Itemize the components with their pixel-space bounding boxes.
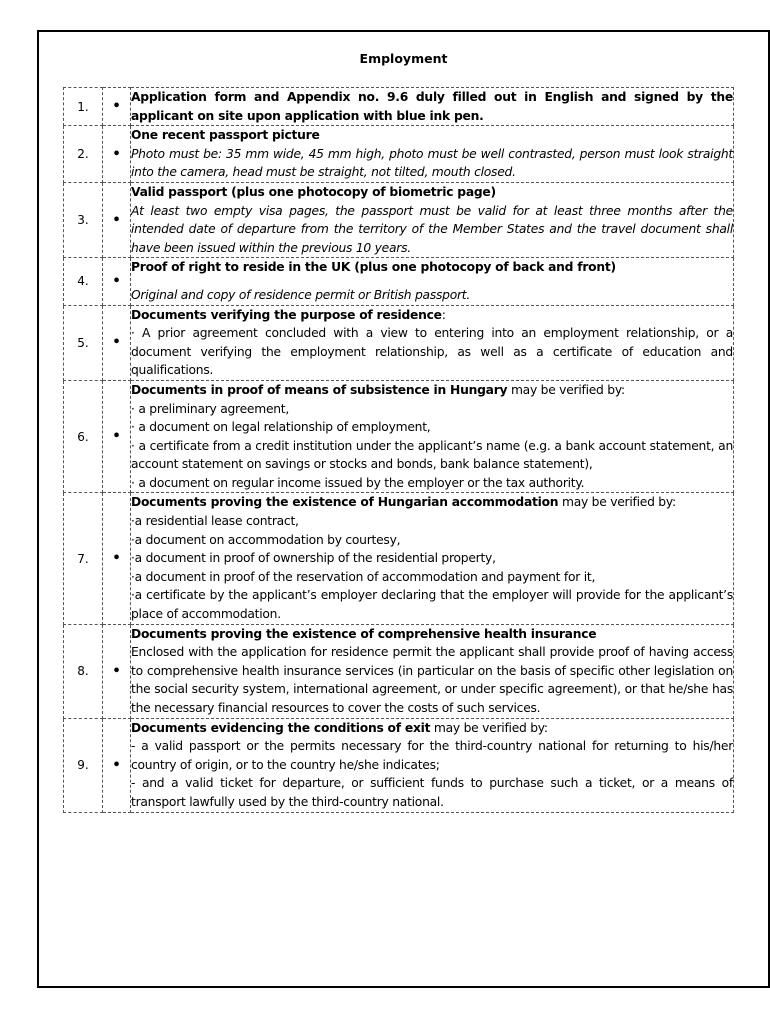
requirement-line: ·a document in proof of ownership of the residential property,: [131, 551, 496, 566]
requirements-table: [63, 87, 734, 813]
requirement-text: [131, 305, 734, 380]
requirement-text: [131, 624, 734, 718]
requirement-heading-suffix: :: [441, 307, 446, 322]
bullet-marker: •: [103, 624, 131, 718]
requirement-line: Photo must be: 35 mm wide, 45 mm high, photo must be well contrasted, person must look straight into the camera, head must be straight, not tilted, mouth closed.: [131, 146, 733, 180]
row-number: 5.: [64, 305, 103, 380]
bullet-marker: •: [103, 305, 131, 380]
row-number: 1.: [64, 88, 103, 126]
requirement-heading: Documents verifying the purpose of residence: [131, 307, 442, 322]
requirement-line: Documents proving the existence of comprehensive health insurance: [131, 626, 597, 641]
requirement-heading: Documents in proof of means of subsistence in Hungary: [131, 382, 508, 397]
requirement-line: - a valid passport or the permits necessary for the third-country national for returning to his/her country of origin, or to the country he/she indicates;: [131, 739, 733, 772]
bullet-marker: •: [103, 258, 131, 305]
requirement-row: [64, 624, 734, 718]
requirement-row: [64, 380, 734, 493]
requirement-line: [131, 719, 733, 738]
bullet-marker: •: [103, 718, 131, 812]
spacer: [131, 277, 733, 286]
requirement-text: [131, 258, 734, 305]
row-number: 3.: [64, 182, 103, 257]
bullet-marker: •: [103, 126, 131, 183]
bullet-marker: •: [103, 380, 131, 493]
row-number: 4.: [64, 258, 103, 305]
requirement-heading: Documents evidencing the conditions of exit: [131, 720, 431, 735]
requirement-line: Proof of right to reside in the UK (plus one photocopy of back and front): [131, 260, 616, 275]
row-number: 8.: [64, 624, 103, 718]
requirement-line: · a preliminary agreement,: [131, 401, 290, 416]
requirement-line: · A prior agreement concluded with a view to entering into an employment relationship, or a document verifying the employment relationship, as well as a certificate of education and qualifications.: [131, 326, 733, 378]
requirements-table-body: [64, 88, 734, 813]
requirement-row: [64, 88, 734, 126]
requirement-text: [131, 126, 734, 183]
requirement-line: · a document on legal relationship of employment,: [131, 420, 431, 435]
requirement-line: ·a document in proof of the reservation of accommodation and payment for it,: [131, 569, 596, 584]
requirement-heading-suffix: may be verified by:: [430, 720, 548, 735]
requirement-text: [131, 718, 734, 812]
requirement-row: [64, 493, 734, 624]
requirement-line: [131, 493, 733, 512]
requirement-row: [64, 305, 734, 380]
requirement-heading-suffix: may be verified by:: [558, 495, 676, 510]
bullet-marker: •: [103, 182, 131, 257]
section-title: Employment: [359, 51, 448, 66]
requirement-line: [131, 381, 733, 400]
requirement-line: Application form and Appendix no. 9.6 duly filled out in English and signed by the applicant on site upon application with blue ink pen.: [131, 90, 733, 123]
requirement-text: [131, 88, 734, 126]
requirement-text: [131, 493, 734, 624]
requirement-line: Original and copy of residence permit or British passport.: [131, 287, 471, 302]
requirement-line: [131, 306, 733, 325]
requirement-heading-suffix: may be verified by:: [507, 382, 625, 397]
requirement-line: ·a certificate by the applicant’s employer declaring that the employer will provide for the applicant’s place of accommodation.: [131, 588, 733, 622]
bullet-marker: •: [103, 493, 131, 624]
requirement-text: [131, 380, 734, 493]
requirement-line: Enclosed with the application for residence permit the applicant shall provide proof of having access to comprehensive health insurance services (in particular on the basis of specific other legislation on the social security system, international agreement, or under specific agreement), or that he/she has the necessary financial resources to cover the costs of such services.: [131, 645, 733, 715]
row-number: 7.: [64, 493, 103, 624]
requirement-line: One recent passport picture: [131, 128, 320, 143]
row-number: 9.: [64, 718, 103, 812]
bullet-marker: •: [103, 88, 131, 126]
requirement-line: - and a valid ticket for departure, or sufficient funds to purchase such a ticket, or a means of transport lawfully used by the third-country national.: [131, 776, 733, 809]
row-number: 2.: [64, 126, 103, 183]
row-number: 6.: [64, 380, 103, 493]
requirement-text: [131, 182, 734, 257]
requirement-row: [64, 258, 734, 305]
requirement-line: ·a residential lease contract,: [131, 514, 299, 529]
requirement-heading: Documents proving the existence of Hungarian accommodation: [131, 495, 559, 510]
requirement-line: · a document on regular income issued by the employer or the tax authority.: [131, 475, 585, 490]
requirement-row: [64, 126, 734, 183]
requirement-line: · a certificate from a credit institution under the applicant’s name (e.g. a bank account statement, an account statement on savings or stocks and bonds, bank balance statement),: [131, 438, 733, 472]
requirement-line: Valid passport (plus one photocopy of biometric page): [131, 184, 496, 199]
requirement-line: ·a document on accommodation by courtesy,: [131, 532, 401, 547]
requirement-row: [64, 718, 734, 812]
requirement-row: [64, 182, 734, 257]
requirement-line: At least two empty visa pages, the passport must be valid for at least three months after the intended date of departure from the territory of the Member States and the travel document shall have been issued within the previous 10 years.: [131, 203, 733, 255]
